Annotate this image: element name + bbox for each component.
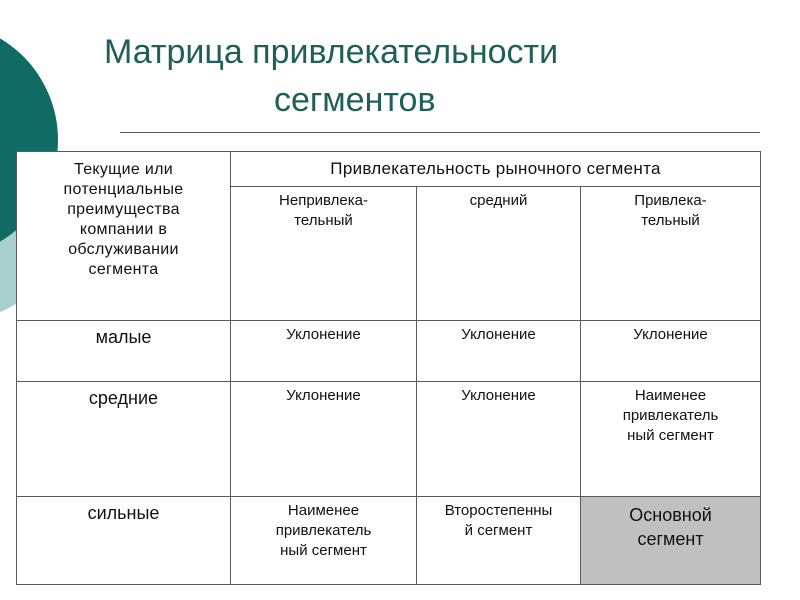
corner-line: компании в (79, 221, 168, 238)
matrix-cell (581, 321, 761, 382)
column-line: Непривлека- (279, 192, 368, 209)
row-label-strong: сильные (17, 497, 231, 585)
column-attractive (581, 187, 761, 321)
cell-line: Уклонение (286, 326, 361, 343)
cell-line: Уклонение (633, 326, 708, 343)
matrix-cell (231, 321, 417, 382)
column-line: средний (469, 192, 528, 209)
cell-line: Наименее (634, 387, 707, 404)
matrix-cell (417, 321, 581, 382)
cell-line: Уклонение (461, 387, 536, 404)
title-line-2: сегментов (274, 81, 436, 119)
cell-line: ный сегмент (627, 427, 714, 444)
cell-line: Уклонение (286, 387, 361, 404)
matrix-cell (417, 497, 581, 585)
matrix-cell (231, 497, 417, 585)
column-medium (417, 187, 581, 321)
matrix-cell (231, 382, 417, 497)
title-divider (120, 132, 760, 133)
table-row (17, 321, 761, 382)
column-line: тельный (294, 212, 353, 229)
header-attractiveness: Привлекательность рыночного сегмента (231, 152, 761, 187)
cell-line: ный сегмент (280, 542, 367, 559)
matrix-cell (581, 382, 761, 497)
corner-line: обслуживании (68, 241, 179, 258)
cell-line: Уклонение (461, 326, 536, 343)
corner-line: сегмента (88, 261, 159, 278)
matrix-cell-main-segment (581, 497, 761, 585)
column-unattractive (231, 187, 417, 321)
cell-line: привлекатель (275, 522, 372, 539)
row-label-small: малые (17, 321, 231, 382)
column-line: Привлека- (634, 192, 707, 209)
cell-line: Наименее (287, 502, 360, 519)
cell-line: привлекатель (622, 407, 719, 424)
title-line-1: Матрица привлекательности (104, 33, 559, 71)
cell-line: й сегмент (464, 522, 533, 539)
attractiveness-matrix (16, 151, 761, 585)
corner-line: потенциальные (63, 181, 184, 198)
table-row (17, 382, 761, 497)
row-label-medium: средние (17, 382, 231, 497)
corner-line: Текущие или (74, 161, 173, 178)
cell-line: Основной (629, 505, 712, 525)
column-line: тельный (641, 212, 700, 229)
cell-line: Второстепенны (444, 502, 553, 519)
matrix-cell (417, 382, 581, 497)
cell-line: сегмент (637, 529, 704, 549)
table-row (17, 497, 761, 585)
corner-line: преимущества (67, 201, 180, 218)
corner-cell (17, 152, 231, 321)
